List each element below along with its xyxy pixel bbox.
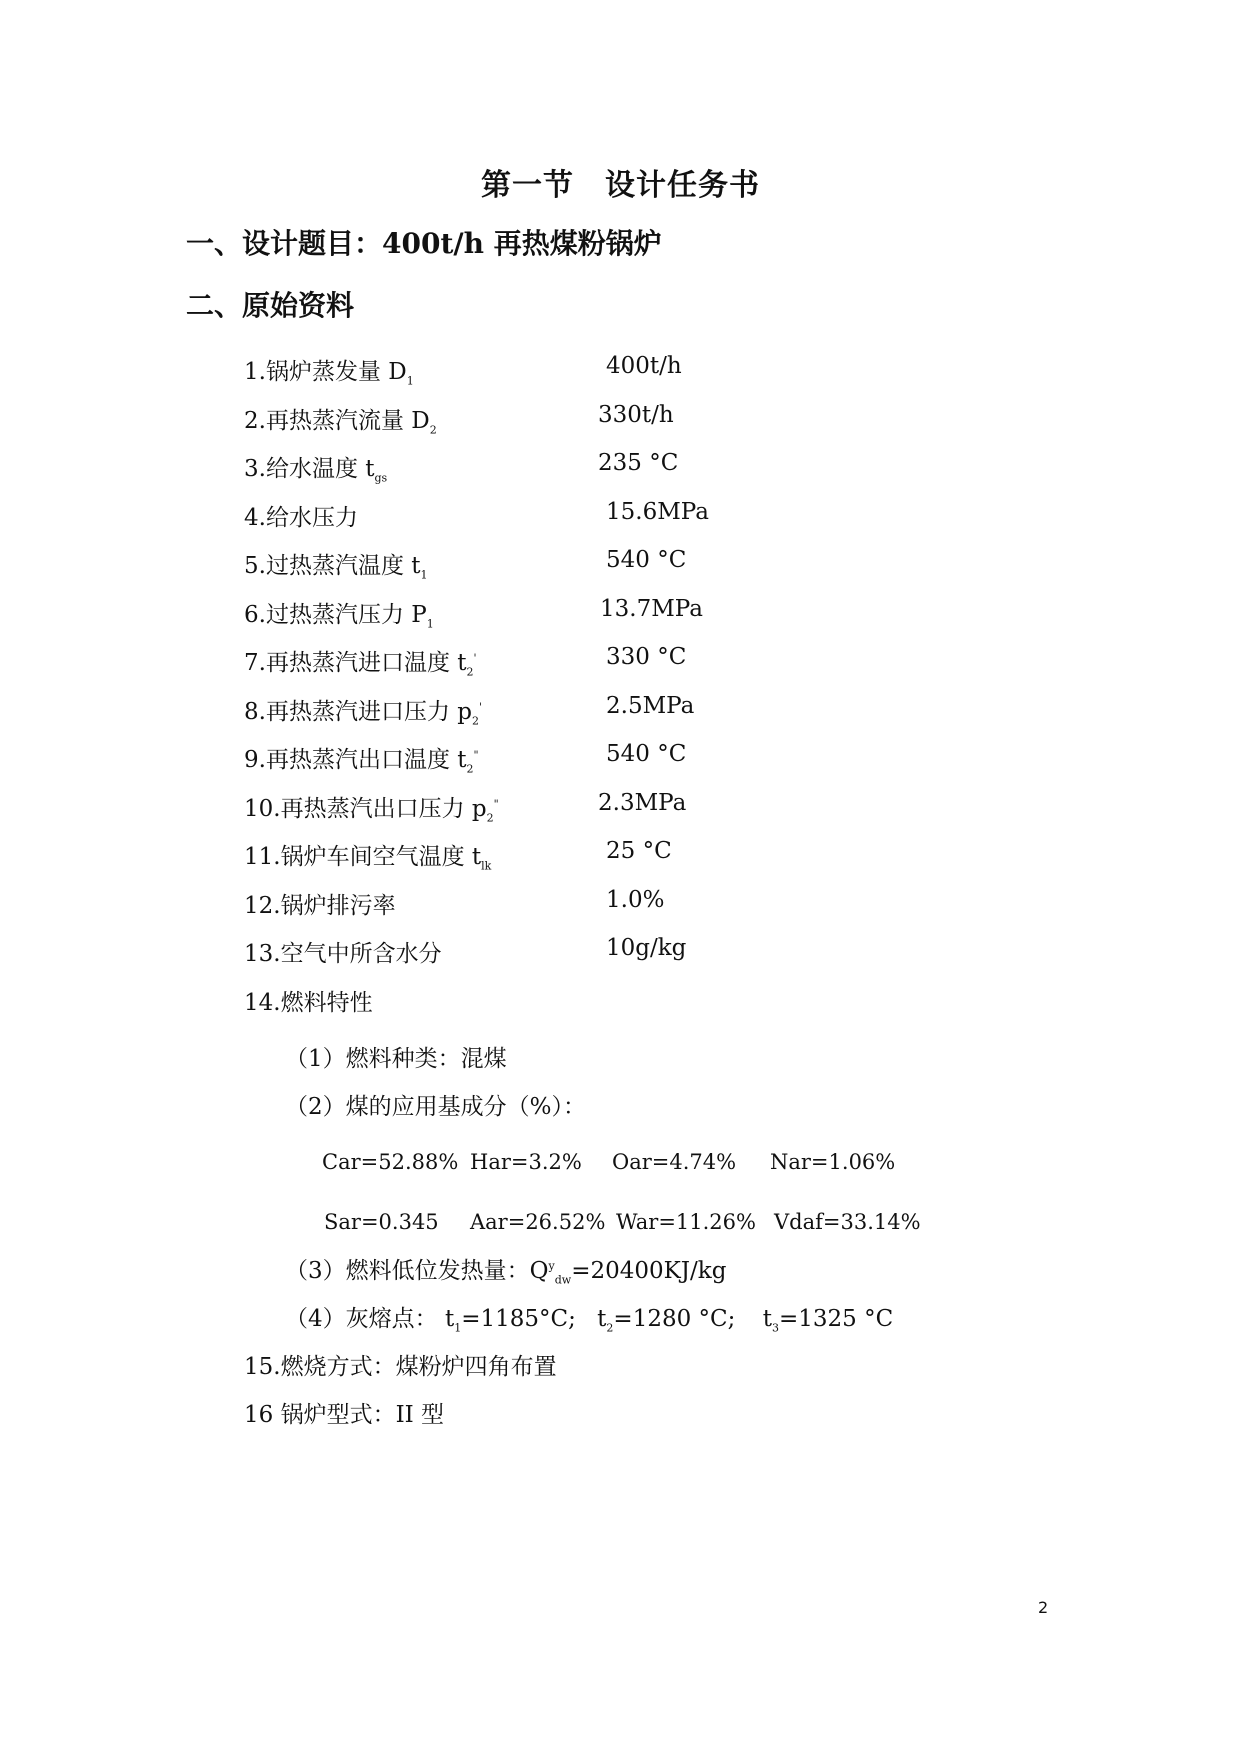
parameter-label: 10.再热蒸汽出口压力 p [244,795,487,822]
parameter-value: 10g/kg [606,935,687,961]
ash-fusion-points [285,1300,893,1333]
parameter-subscript: 2 [466,762,474,776]
parameter-row [244,935,687,968]
parameter-value: 2.3MPa [598,789,687,816]
parameter-row [244,401,674,437]
parameter-superscript: ' [478,699,483,713]
parameter-value: 400t/h [606,353,682,379]
parameter-row [244,595,703,631]
ash-t3: $t_3=1325$ °C [762,1306,894,1335]
parameter-label: 1.锅炉蒸发量 D [244,359,407,385]
parameter-value: 25 °C [606,838,672,864]
parameter-row [244,547,687,582]
parameter-row [244,838,672,873]
parameter-value: 540 °C [606,741,687,767]
parameter-subscript: gs [374,471,388,485]
composition-aar: Aar=26.52% [470,1210,606,1234]
fuel-kind: （1）燃料种类：混煤 [285,1046,507,1072]
composition-sar: Sar=0.345 [324,1210,439,1234]
composition-title: （2）煤的应用基成分（%）： [285,1094,586,1120]
composition-har: Har=3.2% [470,1150,582,1174]
parameter-label: 14.燃料特性 [244,989,373,1016]
section-design-topic: 一、设计题目：400t/h 再热煤粉锅炉 [186,227,662,260]
heat-sub: dw [554,1273,572,1287]
parameter-row [244,741,687,776]
parameter-row [244,692,695,728]
page-title: 第一节 设计任务书 [481,168,760,203]
parameter-value: 330t/h [598,401,674,428]
parameter-label: 2.再热蒸汽流量 D [244,407,430,434]
parameter-row [244,789,687,825]
parameter-label: 5.过热蒸汽温度 t [244,553,421,579]
ash-prefix: （4）灰熔点： [285,1306,438,1332]
parameter-row [244,353,682,388]
parameter-subscript: 1 [420,568,428,582]
parameter-label: 6.过热蒸汽压力 P [244,601,427,628]
parameter-value: 13.7MPa [600,595,703,622]
parameter-label: 9.再热蒸汽出口温度 t [244,747,467,773]
parameter-value: 330 °C [606,644,687,670]
combustion-method: 15.燃烧方式：煤粉炉四角布置 [244,1354,557,1380]
parameter-row [244,886,665,920]
composition-nar: Nar=1.06% [770,1150,896,1174]
parameter-label: 12.锅炉排污率 [244,892,396,919]
section-original-data: 二、原始资料 [186,289,355,322]
parameter-subscript: 2 [486,811,494,825]
heat-value: =20400KJ/kg [571,1258,727,1284]
composition-oar: Oar=4.74% [612,1150,737,1174]
parameter-row [244,498,709,532]
ash-t1: $t_1=1185^\circ C$; [444,1306,576,1335]
parameter-label: 11.锅炉车间空气温度 t [244,844,482,870]
page-number: 2 [1038,1598,1049,1617]
parameter-value: 1.0% [606,886,665,913]
parameter-label: 13.空气中所含水分 [244,941,442,967]
parameter-label: 3.给水温度 t [244,456,375,482]
parameter-row [244,644,687,679]
boiler-type: 16 锅炉型式：II 型 [244,1402,445,1428]
parameter-row [244,984,373,1017]
parameter-subscript: 1 [426,617,434,631]
composition-vdaf: Vdaf=33.14% [774,1210,921,1234]
parameter-superscript: " [473,748,479,762]
parameter-value: 2.5MPa [606,692,695,719]
parameter-label: 8.再热蒸汽进口压力 p [244,698,472,725]
parameter-subscript: lk [481,859,492,873]
parameter-superscript: ' [473,651,477,665]
parameter-subscript: 2 [471,714,479,728]
ash-t2: $t_2=1280$ °C; [597,1306,736,1335]
parameter-value: 540 °C [606,547,687,573]
parameter-subscript: 1 [406,374,414,388]
composition-war: War=11.26% [616,1210,756,1234]
parameter-label: 4.给水压力 [244,504,358,531]
fuel-heat-value [285,1252,726,1285]
parameter-row [244,450,679,485]
parameter-subscript: 2 [466,665,474,679]
parameter-label: 7.再热蒸汽进口温度 t [244,650,467,676]
parameter-value: 235 °C [598,450,679,476]
parameter-value: 15.6MPa [606,498,709,525]
heat-sup: y [548,1259,555,1273]
parameter-superscript: " [493,796,499,810]
parameter-subscript: 2 [429,423,437,437]
heat-prefix: （3）燃料低位发热量：Q [285,1258,549,1284]
composition-car: Car=52.88% [322,1150,459,1174]
